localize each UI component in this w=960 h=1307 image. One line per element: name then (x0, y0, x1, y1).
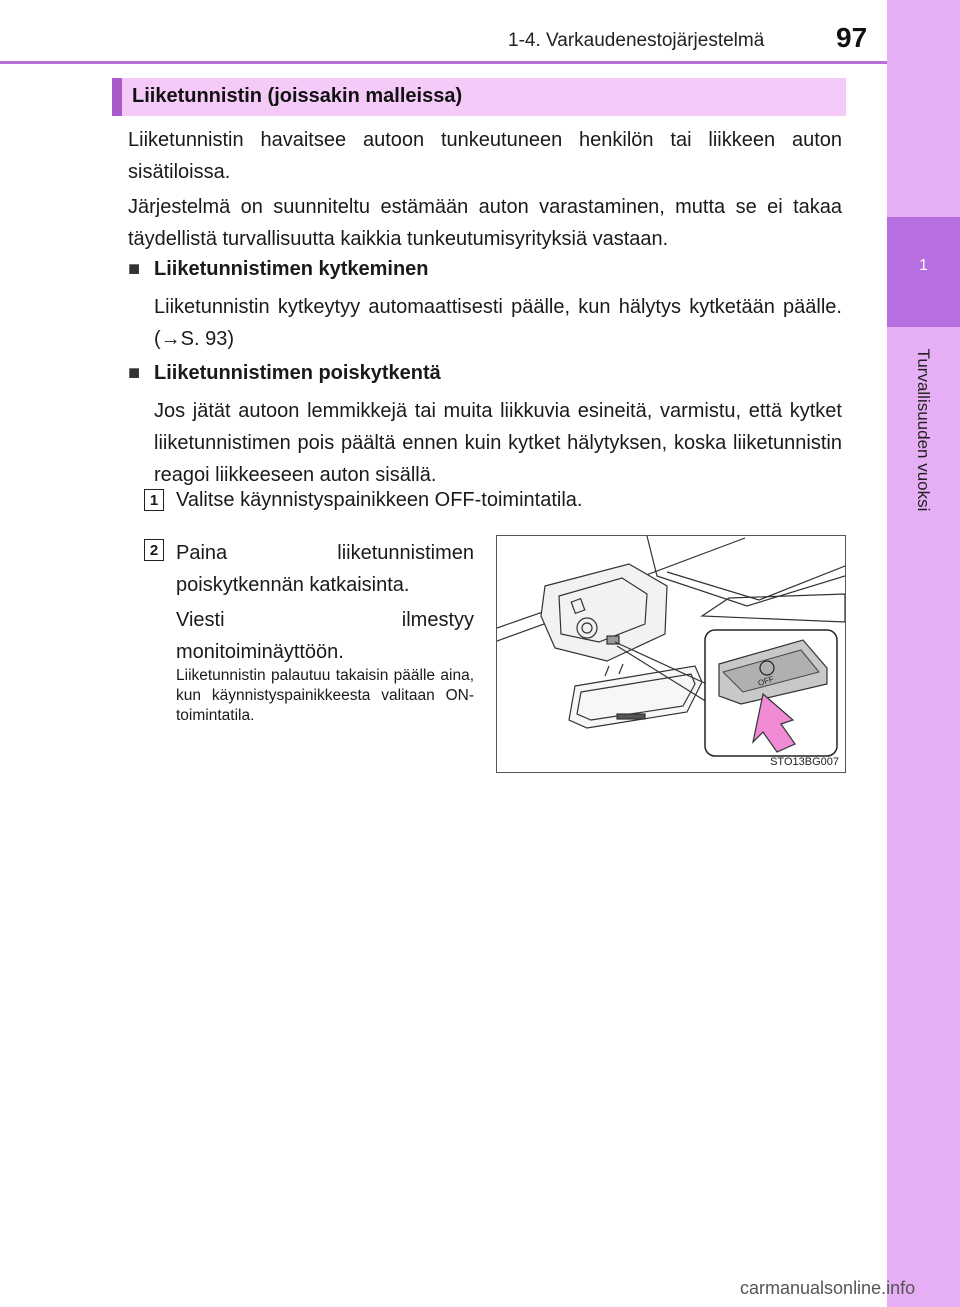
section-title: 1-4. Varkaudenestojärjestelmä (508, 30, 765, 51)
activation-text: Liiketunnistin kytkeytyy automaattisesti päälle, kun hälytys kytketään päälle. (→S. 93) (154, 296, 842, 350)
figure-code: STO13BG007 (770, 756, 839, 768)
deactivation-text: Jos jätät autoon lemmikkejä tai muita liikkuvia esineitä, varmistu, että kytket liiketunnistimen pois päältä ennen kuin kytket hälytyksen, koska liiketunnistin reagoi liikkeeseen auton sisällä. (154, 400, 842, 486)
subheading-activation: Liiketunnistimen kytkeminen (154, 258, 429, 280)
square-bullet-icon: ■ (128, 258, 141, 280)
chapter-number: 1 (919, 257, 928, 274)
section-heading-bar (112, 78, 846, 116)
step-2-subtext: Viesti ilmestyy monitoiminäyttöön. (176, 609, 474, 663)
chapter-title: Turvallisuuden vuoksi (914, 348, 933, 512)
step-number-1: 1 (144, 489, 164, 511)
header-rule (0, 61, 887, 64)
step-1-text: Valitse käynnistyspainikkeen OFF-toimintatila. (176, 489, 583, 511)
intro-paragraph-2: Järjestelmä on suunniteltu estämään auton varastaminen, mutta se ei takaa täydellistä turvallisuutta kaikkia tunkeutumisyrityksiä vastaan. (128, 196, 842, 250)
step-number-2: 2 (144, 539, 164, 561)
overhead-console-illustration (496, 535, 846, 773)
chapter-sidebar (887, 0, 960, 1307)
step-2-text: Paina liiketunnistimen poiskytkennän katkaisinta. (176, 542, 474, 596)
subheading-deactivation: Liiketunnistimen poiskytkentä (154, 362, 441, 384)
watermark-site: carmanualsonline.info (740, 1278, 916, 1298)
section-heading: Liiketunnistin (joissakin malleissa) (132, 85, 463, 107)
square-bullet-icon: ■ (128, 362, 141, 384)
intro-paragraph-1: Liiketunnistin havaitsee autoon tunkeutuneen henkilön tai liikkeen auton sisätiloissa. (128, 129, 842, 183)
page-number: 97 (836, 22, 868, 53)
step-2-note: Liiketunnistin palautuu takaisin päälle aina, kun käynnistyspainikkeesta valitaan ON-toimintatila. (176, 667, 474, 724)
off-button-label: OFF (756, 674, 775, 688)
console-drawing (497, 536, 845, 772)
